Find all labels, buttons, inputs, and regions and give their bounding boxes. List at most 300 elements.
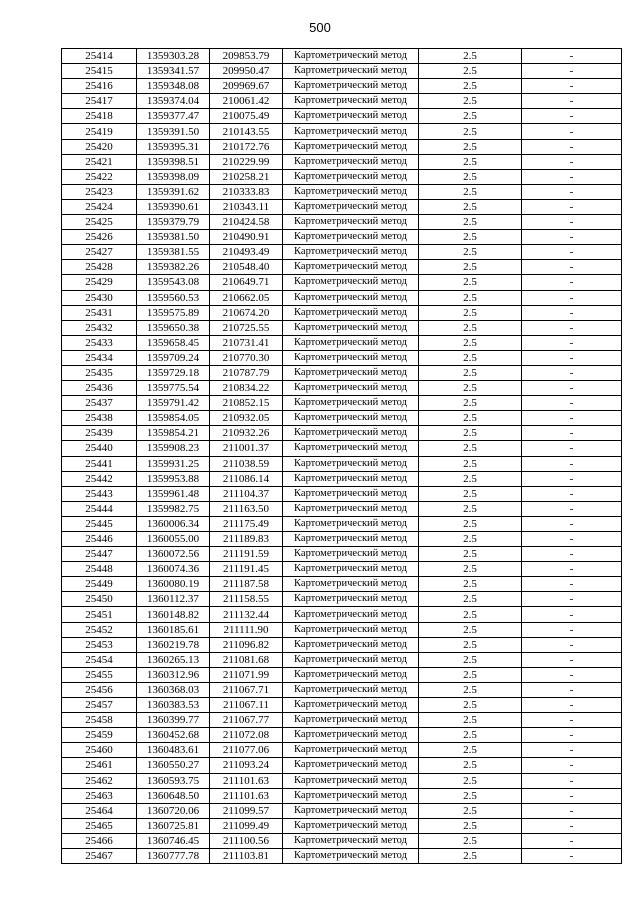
accuracy-cell: 2.5 [419,607,522,622]
accuracy-cell: 2.5 [419,320,522,335]
table-row [62,230,622,245]
note-cell: - [522,622,622,637]
method-cell: Картометрический метод [283,199,419,214]
accuracy-cell: 2.5 [419,230,522,245]
table-row [62,350,622,365]
note-cell: - [522,471,622,486]
point-id-cell: 25438 [62,411,137,426]
x-coordinate-cell: 1359931.25 [137,456,210,471]
note-cell: - [522,230,622,245]
x-coordinate-cell: 1359729.18 [137,365,210,380]
x-coordinate-cell: 1359982.75 [137,501,210,516]
table-row [62,758,622,773]
note-cell: - [522,365,622,380]
y-coordinate-cell: 211189.83 [210,532,283,547]
y-coordinate-cell: 210333.83 [210,184,283,199]
accuracy-cell: 2.5 [419,139,522,154]
note-cell: - [522,803,622,818]
table-row [62,622,622,637]
table-row [62,426,622,441]
point-id-cell: 25430 [62,290,137,305]
point-id-cell: 25444 [62,501,137,516]
point-id-cell: 25467 [62,848,137,863]
point-id-cell: 25456 [62,682,137,697]
note-cell: - [522,396,622,411]
point-id-cell: 25447 [62,547,137,562]
note-cell: - [522,154,622,169]
note-cell: - [522,305,622,320]
method-cell: Картометрический метод [283,411,419,426]
note-cell: - [522,335,622,350]
note-cell: - [522,275,622,290]
y-coordinate-cell: 211071.99 [210,667,283,682]
y-coordinate-cell: 210258.21 [210,169,283,184]
accuracy-cell: 2.5 [419,441,522,456]
method-cell: Картометрический метод [283,184,419,199]
method-cell: Картометрический метод [283,818,419,833]
table-row [62,260,622,275]
table-row [62,833,622,848]
method-cell: Картометрический метод [283,49,419,64]
table-row [62,562,622,577]
method-cell: Картометрический метод [283,803,419,818]
x-coordinate-cell: 1359854.05 [137,411,210,426]
point-id-cell: 25420 [62,139,137,154]
table-row [62,516,622,531]
note-cell: - [522,290,622,305]
x-coordinate-cell: 1359775.54 [137,381,210,396]
accuracy-cell: 2.5 [419,169,522,184]
table-row [62,169,622,184]
method-cell: Картометрический метод [283,260,419,275]
point-id-cell: 25425 [62,215,137,230]
table-row [62,577,622,592]
x-coordinate-cell: 1359560.53 [137,290,210,305]
point-id-cell: 25454 [62,652,137,667]
note-cell: - [522,79,622,94]
point-id-cell: 25435 [62,365,137,380]
accuracy-cell: 2.5 [419,64,522,79]
note-cell: - [522,215,622,230]
table-row [62,698,622,713]
x-coordinate-cell: 1359395.31 [137,139,210,154]
table-row [62,501,622,516]
method-cell: Картометрический метод [283,516,419,531]
y-coordinate-cell: 211093.24 [210,758,283,773]
y-coordinate-cell: 210674.20 [210,305,283,320]
y-coordinate-cell: 211158.55 [210,592,283,607]
point-id-cell: 25431 [62,305,137,320]
x-coordinate-cell: 1360080.19 [137,577,210,592]
note-cell: - [522,260,622,275]
table-row [62,396,622,411]
table-row [62,199,622,214]
accuracy-cell: 2.5 [419,652,522,667]
point-id-cell: 25417 [62,94,137,109]
method-cell: Картометрический метод [283,426,419,441]
accuracy-cell: 2.5 [419,365,522,380]
accuracy-cell: 2.5 [419,471,522,486]
accuracy-cell: 2.5 [419,49,522,64]
point-id-cell: 25416 [62,79,137,94]
table-row [62,245,622,260]
point-id-cell: 25423 [62,184,137,199]
accuracy-cell: 2.5 [419,335,522,350]
note-cell: - [522,698,622,713]
table-row [62,818,622,833]
point-id-cell: 25445 [62,516,137,531]
y-coordinate-cell: 210343.11 [210,199,283,214]
table-row [62,471,622,486]
accuracy-cell: 2.5 [419,577,522,592]
point-id-cell: 25443 [62,486,137,501]
method-cell: Картометрический метод [283,728,419,743]
y-coordinate-cell: 210424.58 [210,215,283,230]
point-id-cell: 25452 [62,622,137,637]
table-row [62,773,622,788]
y-coordinate-cell: 211077.06 [210,743,283,758]
point-id-cell: 25458 [62,713,137,728]
x-coordinate-cell: 1360265.13 [137,652,210,667]
y-coordinate-cell: 210834.22 [210,381,283,396]
method-cell: Картометрический метод [283,833,419,848]
point-id-cell: 25439 [62,426,137,441]
method-cell: Картометрический метод [283,547,419,562]
point-id-cell: 25462 [62,773,137,788]
point-id-cell: 25446 [62,532,137,547]
table-row [62,365,622,380]
accuracy-cell: 2.5 [419,728,522,743]
point-id-cell: 25419 [62,124,137,139]
x-coordinate-cell: 1360055.00 [137,532,210,547]
y-coordinate-cell: 211191.59 [210,547,283,562]
x-coordinate-cell: 1360593.75 [137,773,210,788]
x-coordinate-cell: 1360777.78 [137,848,210,863]
note-cell: - [522,682,622,697]
accuracy-cell: 2.5 [419,562,522,577]
method-cell: Картометрический метод [283,713,419,728]
method-cell: Картометрический метод [283,486,419,501]
x-coordinate-cell: 1359341.57 [137,64,210,79]
table-row [62,592,622,607]
method-cell: Картометрический метод [283,577,419,592]
method-cell: Картометрический метод [283,245,419,260]
note-cell: - [522,94,622,109]
table-row [62,607,622,622]
method-cell: Картометрический метод [283,788,419,803]
method-cell: Картометрический метод [283,773,419,788]
table-row [62,79,622,94]
note-cell: - [522,516,622,531]
accuracy-cell: 2.5 [419,305,522,320]
accuracy-cell: 2.5 [419,547,522,562]
x-coordinate-cell: 1359953.88 [137,471,210,486]
point-id-cell: 25424 [62,199,137,214]
x-coordinate-cell: 1360483.61 [137,743,210,758]
method-cell: Картометрический метод [283,350,419,365]
page-number: 500 [309,20,331,35]
x-coordinate-cell: 1359391.50 [137,124,210,139]
y-coordinate-cell: 210662.05 [210,290,283,305]
x-coordinate-cell: 1360006.34 [137,516,210,531]
table-row [62,486,622,501]
method-cell: Картометрический метод [283,139,419,154]
point-id-cell: 25464 [62,803,137,818]
point-id-cell: 25461 [62,758,137,773]
table-row [62,532,622,547]
accuracy-cell: 2.5 [419,486,522,501]
note-cell: - [522,245,622,260]
y-coordinate-cell: 211096.82 [210,637,283,652]
table-row [62,94,622,109]
x-coordinate-cell: 1360746.45 [137,833,210,848]
method-cell: Картометрический метод [283,79,419,94]
y-coordinate-cell: 210490.91 [210,230,283,245]
table-row [62,290,622,305]
accuracy-cell: 2.5 [419,698,522,713]
accuracy-cell: 2.5 [419,773,522,788]
y-coordinate-cell: 209853.79 [210,49,283,64]
y-coordinate-cell: 211163.50 [210,501,283,516]
accuracy-cell: 2.5 [419,833,522,848]
x-coordinate-cell: 1359908.23 [137,441,210,456]
point-id-cell: 25414 [62,49,137,64]
y-coordinate-cell: 210075.49 [210,109,283,124]
method-cell: Картометрический метод [283,848,419,863]
x-coordinate-cell: 1359348.08 [137,79,210,94]
accuracy-cell: 2.5 [419,381,522,396]
point-id-cell: 25455 [62,667,137,682]
accuracy-cell: 2.5 [419,350,522,365]
method-cell: Картометрический метод [283,396,419,411]
method-cell: Картометрический метод [283,124,419,139]
note-cell: - [522,109,622,124]
accuracy-cell: 2.5 [419,396,522,411]
x-coordinate-cell: 1360368.03 [137,682,210,697]
method-cell: Картометрический метод [283,64,419,79]
accuracy-cell: 2.5 [419,290,522,305]
y-coordinate-cell: 211101.63 [210,773,283,788]
note-cell: - [522,713,622,728]
y-coordinate-cell: 210932.26 [210,426,283,441]
accuracy-cell: 2.5 [419,532,522,547]
method-cell: Картометрический метод [283,381,419,396]
x-coordinate-cell: 1359377.47 [137,109,210,124]
note-cell: - [522,532,622,547]
point-id-cell: 25426 [62,230,137,245]
x-coordinate-cell: 1359379.79 [137,215,210,230]
table-row [62,49,622,64]
note-cell: - [522,773,622,788]
method-cell: Картометрический метод [283,109,419,124]
table-row [62,652,622,667]
y-coordinate-cell: 209969.67 [210,79,283,94]
y-coordinate-cell: 210725.55 [210,320,283,335]
table-row [62,215,622,230]
y-coordinate-cell: 211038.59 [210,456,283,471]
point-id-cell: 25422 [62,169,137,184]
y-coordinate-cell: 211187.58 [210,577,283,592]
x-coordinate-cell: 1359791.42 [137,396,210,411]
note-cell: - [522,381,622,396]
note-cell: - [522,637,622,652]
method-cell: Картометрический метод [283,682,419,697]
accuracy-cell: 2.5 [419,516,522,531]
accuracy-cell: 2.5 [419,637,522,652]
note-cell: - [522,486,622,501]
point-id-cell: 25453 [62,637,137,652]
note-cell: - [522,562,622,577]
table-row [62,728,622,743]
accuracy-cell: 2.5 [419,788,522,803]
note-cell: - [522,426,622,441]
method-cell: Картометрический метод [283,305,419,320]
table-row [62,848,622,863]
y-coordinate-cell: 210787.79 [210,365,283,380]
note-cell: - [522,848,622,863]
note-cell: - [522,441,622,456]
note-cell: - [522,728,622,743]
point-id-cell: 25448 [62,562,137,577]
point-id-cell: 25421 [62,154,137,169]
x-coordinate-cell: 1359390.61 [137,199,210,214]
y-coordinate-cell: 209950.47 [210,64,283,79]
table-row [62,682,622,697]
x-coordinate-cell: 1360185.61 [137,622,210,637]
method-cell: Картометрический метод [283,230,419,245]
table-row [62,154,622,169]
y-coordinate-cell: 211067.11 [210,698,283,713]
accuracy-cell: 2.5 [419,154,522,169]
x-coordinate-cell: 1359575.89 [137,305,210,320]
note-cell: - [522,350,622,365]
method-cell: Картометрический метод [283,169,419,184]
point-id-cell: 25418 [62,109,137,124]
table-row [62,411,622,426]
x-coordinate-cell: 1360072.56 [137,547,210,562]
point-id-cell: 25428 [62,260,137,275]
method-cell: Картометрический метод [283,441,419,456]
accuracy-cell: 2.5 [419,94,522,109]
point-id-cell: 25433 [62,335,137,350]
coordinates-table [61,48,622,864]
note-cell: - [522,199,622,214]
table-row [62,124,622,139]
y-coordinate-cell: 211103.81 [210,848,283,863]
accuracy-cell: 2.5 [419,818,522,833]
x-coordinate-cell: 1360452.68 [137,728,210,743]
x-coordinate-cell: 1359658.45 [137,335,210,350]
method-cell: Картометрический метод [283,758,419,773]
table-row [62,64,622,79]
method-cell: Картометрический метод [283,607,419,622]
accuracy-cell: 2.5 [419,682,522,697]
table-row [62,713,622,728]
note-cell: - [522,169,622,184]
note-cell: - [522,592,622,607]
note-cell: - [522,607,622,622]
y-coordinate-cell: 211175.49 [210,516,283,531]
note-cell: - [522,456,622,471]
note-cell: - [522,788,622,803]
x-coordinate-cell: 1359303.28 [137,49,210,64]
method-cell: Картометрический метод [283,275,419,290]
x-coordinate-cell: 1360725.81 [137,818,210,833]
point-id-cell: 25450 [62,592,137,607]
note-cell: - [522,124,622,139]
y-coordinate-cell: 211086.14 [210,471,283,486]
point-id-cell: 25465 [62,818,137,833]
table-row [62,139,622,154]
y-coordinate-cell: 210229.99 [210,154,283,169]
y-coordinate-cell: 211111.90 [210,622,283,637]
accuracy-cell: 2.5 [419,215,522,230]
y-coordinate-cell: 210770.30 [210,350,283,365]
table-row [62,788,622,803]
table-row [62,275,622,290]
x-coordinate-cell: 1360219.78 [137,637,210,652]
table-row [62,547,622,562]
note-cell: - [522,667,622,682]
note-cell: - [522,49,622,64]
accuracy-cell: 2.5 [419,456,522,471]
accuracy-cell: 2.5 [419,622,522,637]
accuracy-cell: 2.5 [419,411,522,426]
point-id-cell: 25457 [62,698,137,713]
y-coordinate-cell: 211132.44 [210,607,283,622]
x-coordinate-cell: 1359961.48 [137,486,210,501]
method-cell: Картометрический метод [283,94,419,109]
method-cell: Картометрический метод [283,592,419,607]
method-cell: Картометрический метод [283,637,419,652]
accuracy-cell: 2.5 [419,743,522,758]
method-cell: Картометрический метод [283,365,419,380]
point-id-cell: 25449 [62,577,137,592]
x-coordinate-cell: 1360648.50 [137,788,210,803]
accuracy-cell: 2.5 [419,79,522,94]
point-id-cell: 25415 [62,64,137,79]
x-coordinate-cell: 1360399.77 [137,713,210,728]
note-cell: - [522,758,622,773]
y-coordinate-cell: 211191.45 [210,562,283,577]
y-coordinate-cell: 210172.76 [210,139,283,154]
point-id-cell: 25463 [62,788,137,803]
table-row [62,803,622,818]
y-coordinate-cell: 211101.63 [210,788,283,803]
x-coordinate-cell: 1360148.82 [137,607,210,622]
note-cell: - [522,411,622,426]
method-cell: Картометрический метод [283,290,419,305]
x-coordinate-cell: 1359374.04 [137,94,210,109]
accuracy-cell: 2.5 [419,245,522,260]
x-coordinate-cell: 1359650.38 [137,320,210,335]
y-coordinate-cell: 211099.49 [210,818,283,833]
x-coordinate-cell: 1359398.09 [137,169,210,184]
note-cell: - [522,64,622,79]
y-coordinate-cell: 211099.57 [210,803,283,818]
table-row [62,109,622,124]
x-coordinate-cell: 1359709.24 [137,350,210,365]
method-cell: Картометрический метод [283,320,419,335]
accuracy-cell: 2.5 [419,199,522,214]
x-coordinate-cell: 1359381.50 [137,230,210,245]
method-cell: Картометрический метод [283,698,419,713]
accuracy-cell: 2.5 [419,109,522,124]
table-row [62,305,622,320]
table-row [62,381,622,396]
method-cell: Картометрический метод [283,335,419,350]
accuracy-cell: 2.5 [419,260,522,275]
